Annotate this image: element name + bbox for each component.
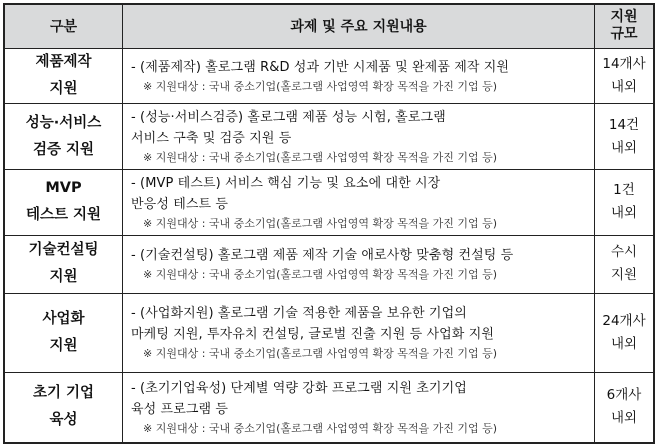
target-note: ※ 지원대상 : 국내 중소기업(홀로그램 사업영역 확장 목적을 가진 기업 등) — [143, 268, 497, 282]
category-line: 지원 — [49, 269, 78, 286]
row-description — [123, 48, 595, 104]
category-line: 제품제작 — [35, 53, 92, 70]
row-size — [595, 293, 655, 372]
row-size — [595, 170, 655, 236]
row-category — [4, 48, 123, 104]
header-size-line2: 규모 — [610, 26, 638, 43]
category-line: 지원 — [49, 80, 78, 97]
category-line: 초기 기업 — [32, 385, 95, 402]
row-description — [123, 170, 595, 236]
size-line: 내외 — [610, 205, 638, 222]
header-category: 구분 — [4, 4, 123, 48]
main-text: - (사업화지원) 홀로그램 기술 적용한 제품을 보유한 기업의 — [131, 306, 467, 322]
category-line: 테스트 지원 — [25, 207, 102, 224]
table-row — [4, 104, 654, 170]
target-note: ※ 지원대상 : 국내 중소기업(홀로그램 사업영역 확장 목적을 가진 기업 등) — [143, 421, 497, 435]
header-size — [595, 4, 655, 48]
support-program-table — [3, 3, 655, 444]
table-row — [4, 372, 654, 443]
main-text: 마케팅 지원, 투자유치 컨설팅, 글로벌 진출 지원 등 사업화 지원 — [131, 327, 495, 343]
size-line: 내외 — [610, 335, 638, 352]
size-line: 수시 — [610, 244, 638, 261]
main-text: - (기술컨설팅) 홀로그램 제품 제작 기술 애로사항 맞춤형 컨설팅 등 — [131, 248, 514, 264]
size-line: 14건 — [608, 116, 640, 133]
size-line: 지원 — [610, 267, 638, 284]
category-line: 기술컨설팅 — [28, 242, 99, 259]
size-line: 1건 — [613, 182, 635, 199]
main-text: 반응성 테스트 등 — [131, 196, 229, 212]
main-text: - (MVP 테스트) 서비스 핵심 기능 및 요소에 대한 시장 — [131, 175, 441, 191]
size-line: 6개사 — [606, 387, 642, 404]
target-note: ※ 지원대상 : 국내 중소기업(홀로그램 사업영역 확장 목적을 가진 기업 등) — [143, 151, 497, 165]
table-row — [4, 293, 654, 372]
header-row — [4, 4, 654, 48]
row-size — [595, 104, 655, 170]
row-category — [4, 235, 123, 293]
header-content: 과제 및 주요 지원내용 — [123, 4, 595, 48]
size-line: 내외 — [610, 78, 638, 95]
table-row — [4, 235, 654, 293]
header-size-line1: 지원 — [610, 9, 638, 26]
size-line: 내외 — [610, 410, 638, 427]
table-row — [4, 170, 654, 236]
row-category — [4, 104, 123, 170]
size-line: 내외 — [610, 139, 638, 156]
category-line: MVP — [45, 180, 82, 197]
category-line: 사업화 — [42, 310, 85, 327]
main-text: 서비스 구축 및 검증 지원 등 — [131, 131, 292, 147]
row-description — [123, 104, 595, 170]
row-size — [595, 235, 655, 293]
category-line: 지원 — [49, 337, 78, 354]
size-line: 14개사 — [602, 55, 646, 72]
target-note: ※ 지원대상 : 국내 중소기업(홀로그램 사업영역 확장 목적을 가진 기업 등) — [143, 216, 497, 230]
row-description — [123, 235, 595, 293]
main-text: - (초기기업육성) 단계별 역량 강화 프로그램 지원 초기기업 — [131, 380, 467, 396]
table-row — [4, 48, 654, 104]
category-line: 검증 지원 — [32, 141, 95, 158]
main-text: - (성능·서비스검증) 홀로그램 제품 성능 시험, 홀로그램 — [131, 110, 446, 126]
size-line: 24개사 — [602, 312, 646, 329]
main-text: - (제품제작) 홀로그램 R&D 성과 기반 시제품 및 완제품 제작 지원 — [131, 59, 510, 75]
target-note: ※ 지원대상 : 국내 중소기업(홀로그램 사업영역 확장 목적을 가진 기업 등) — [143, 79, 497, 93]
row-description — [123, 372, 595, 443]
category-line: 성능·서비스 — [25, 114, 102, 131]
row-category — [4, 170, 123, 236]
category-line: 육성 — [49, 412, 78, 429]
main-text: 육성 프로그램 등 — [131, 401, 229, 417]
row-description — [123, 293, 595, 372]
row-size — [595, 48, 655, 104]
row-category — [4, 293, 123, 372]
target-note: ※ 지원대상 : 국내 중소기업(홀로그램 사업영역 확장 목적을 가진 기업 등) — [143, 347, 497, 361]
row-size — [595, 372, 655, 443]
row-category — [4, 372, 123, 443]
